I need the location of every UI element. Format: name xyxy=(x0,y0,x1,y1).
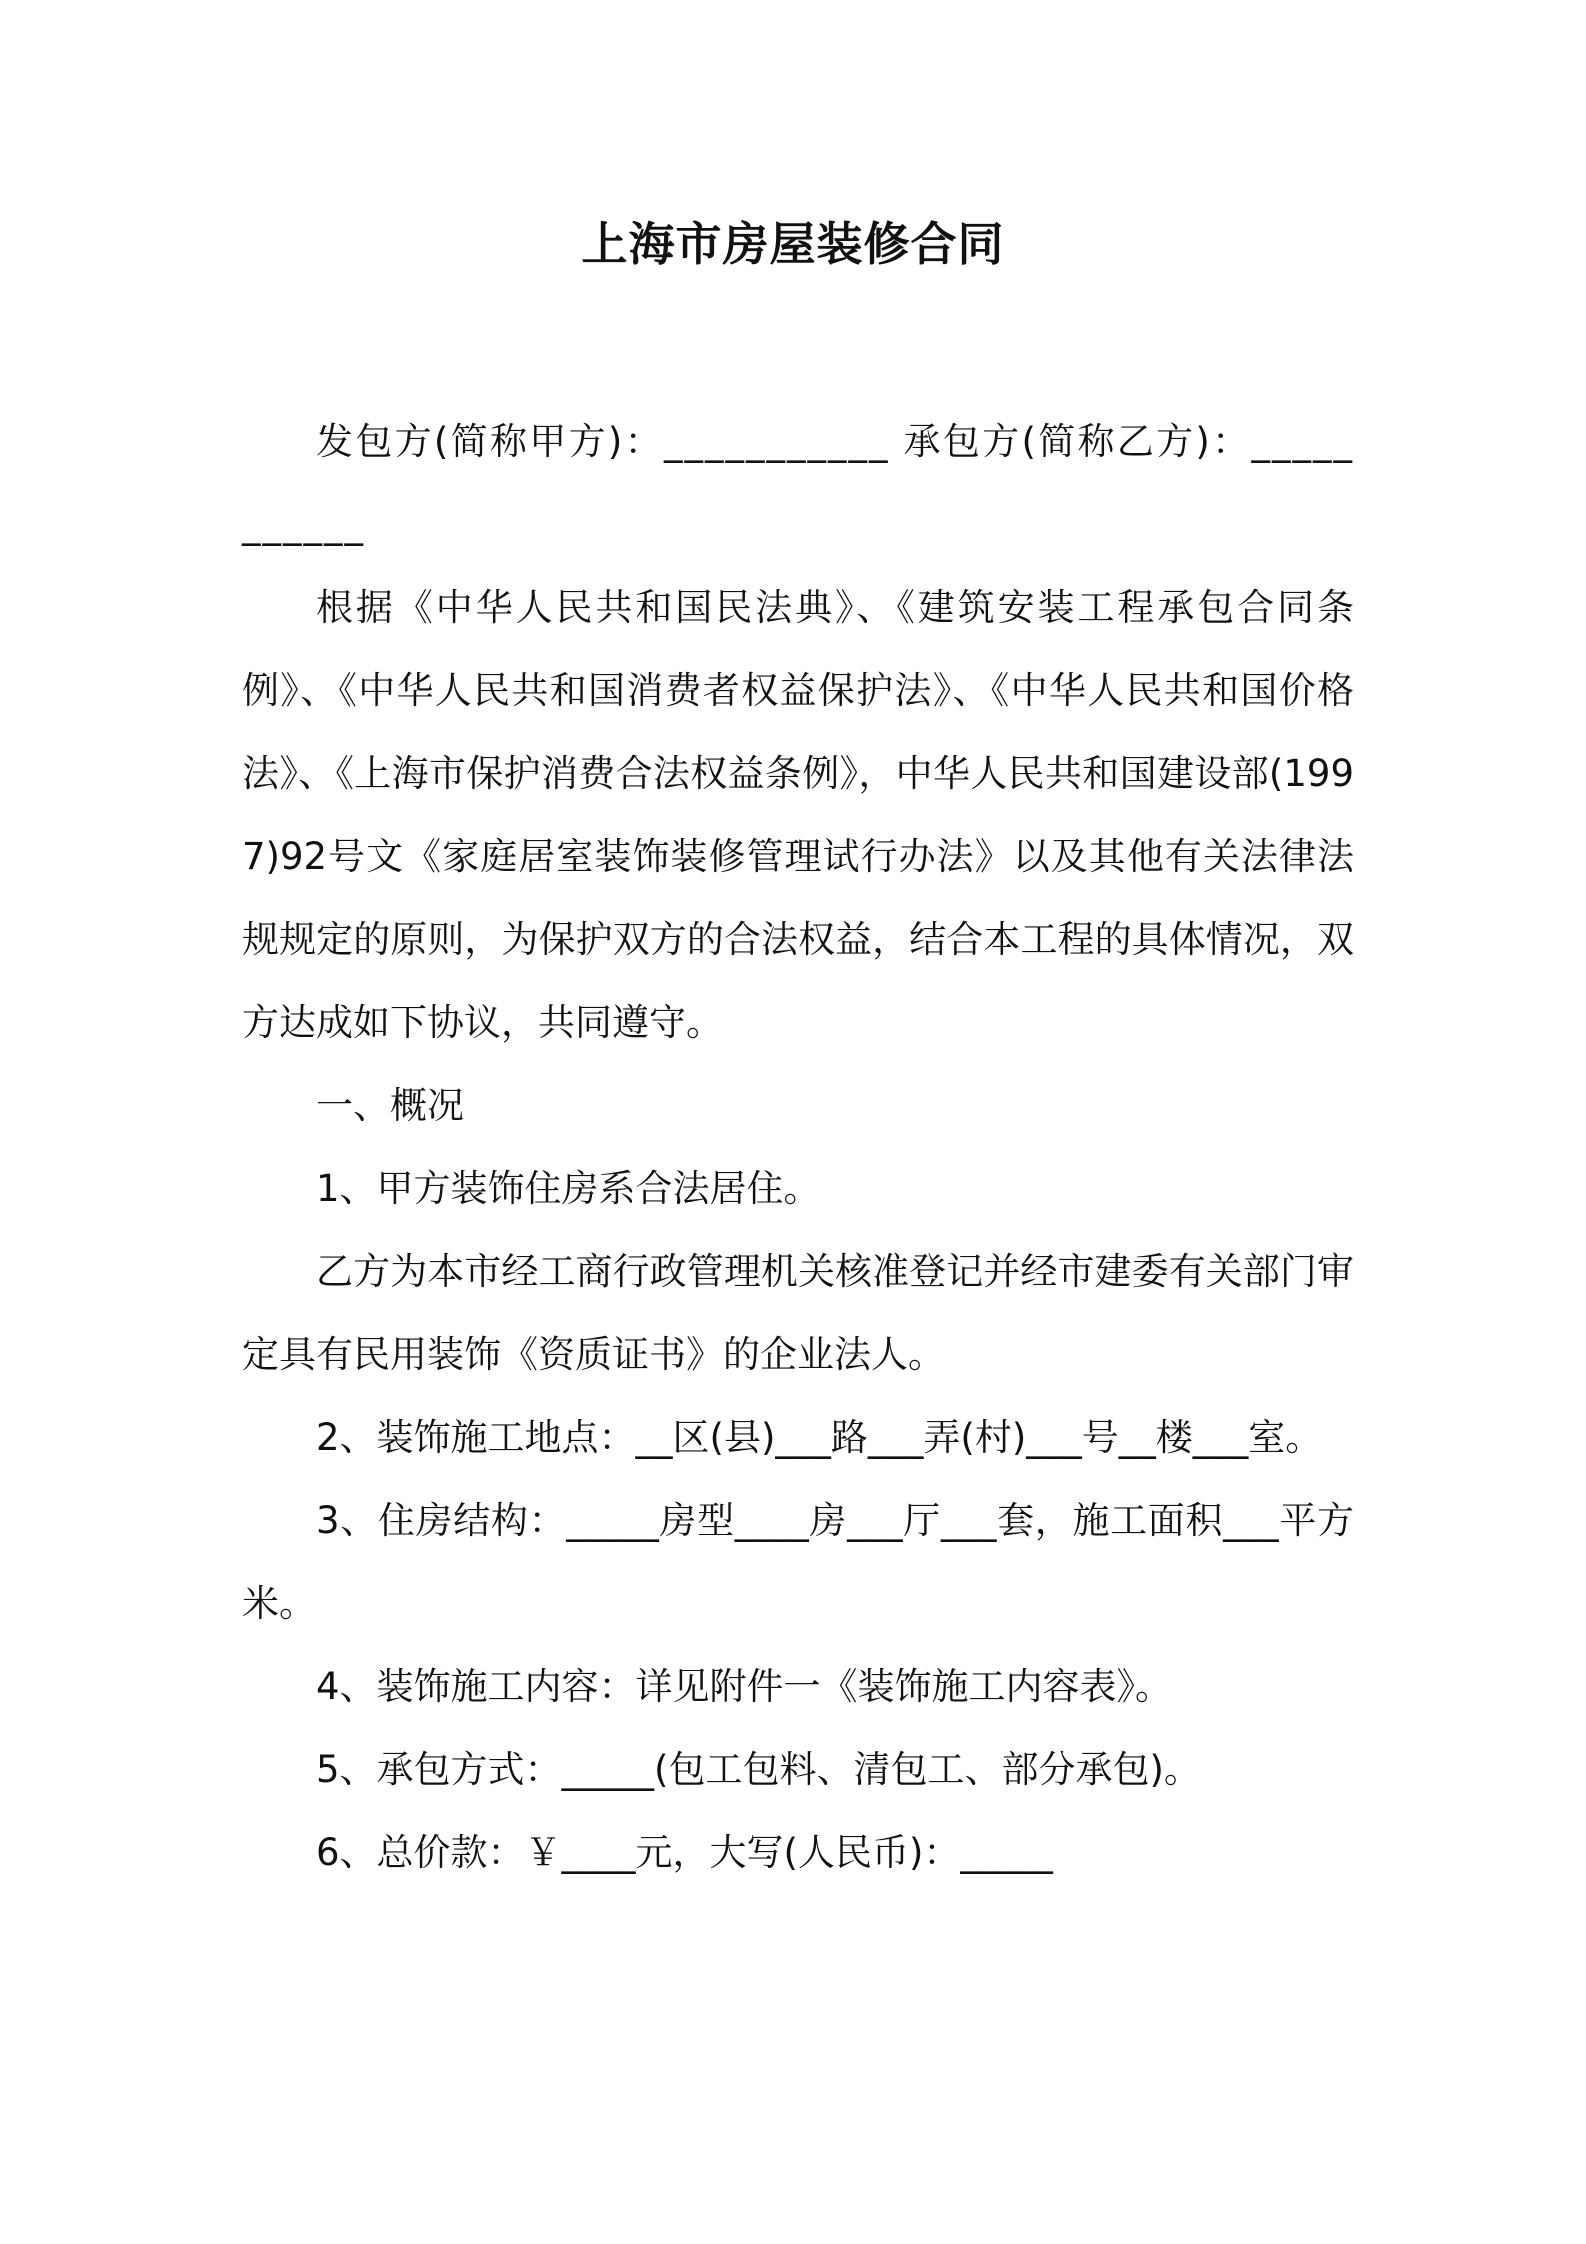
clause-2-location: 2、装饰施工地点：__区(县)___路___弄(村)___号__楼___室。 xyxy=(316,1416,1323,1459)
clause-5-method: 5、承包方式：_____(包工包料、清包工、部分承包)。 xyxy=(316,1748,1201,1791)
clause-1: 1、甲方装饰住房系合法居住。 xyxy=(316,1167,821,1210)
legal-basis-paragraph: 根据《中华人民共和国民法典》、《建筑安装工程承包合同条例》、《中华人民共和国消费者权益保护法》、《中华人民共和国价格法》、《上海市保护消费合法权益条例》，中华人民共和国建设部(1997)92号文《家庭居室装饰装修管理试行办法》以及其他有关法律法规规定的原则，为保护双方的合法权益，结合本工程的具体情况，双方达成如下协议，共同遵守。 xyxy=(242,586,1354,1044)
clause-6-price: 6、总价款：￥____元，大写(人民币)：_____ xyxy=(316,1831,1053,1874)
clause-3-structure: 3、住房结构：_____房型____房___厅___套，施工面积___平方米。 xyxy=(242,1499,1354,1625)
clause-4-content: 4、装饰施工内容：详见附件一《装饰施工内容表》。 xyxy=(316,1665,1173,1708)
contract-parties: 发包方(简称甲方)：___________ 承包方(简称乙方)：___________ xyxy=(242,420,1354,546)
document-body xyxy=(242,400,1354,1894)
clause-1-contractor: 乙方为本市经工商行政管理机关核准登记并经市建委有关部门审定具有民用装饰《资质证书》的企业法人。 xyxy=(242,1250,1354,1376)
document-title: 上海市房屋装修合同 xyxy=(581,217,1005,271)
section-heading-overview: 一、概况 xyxy=(316,1084,464,1127)
